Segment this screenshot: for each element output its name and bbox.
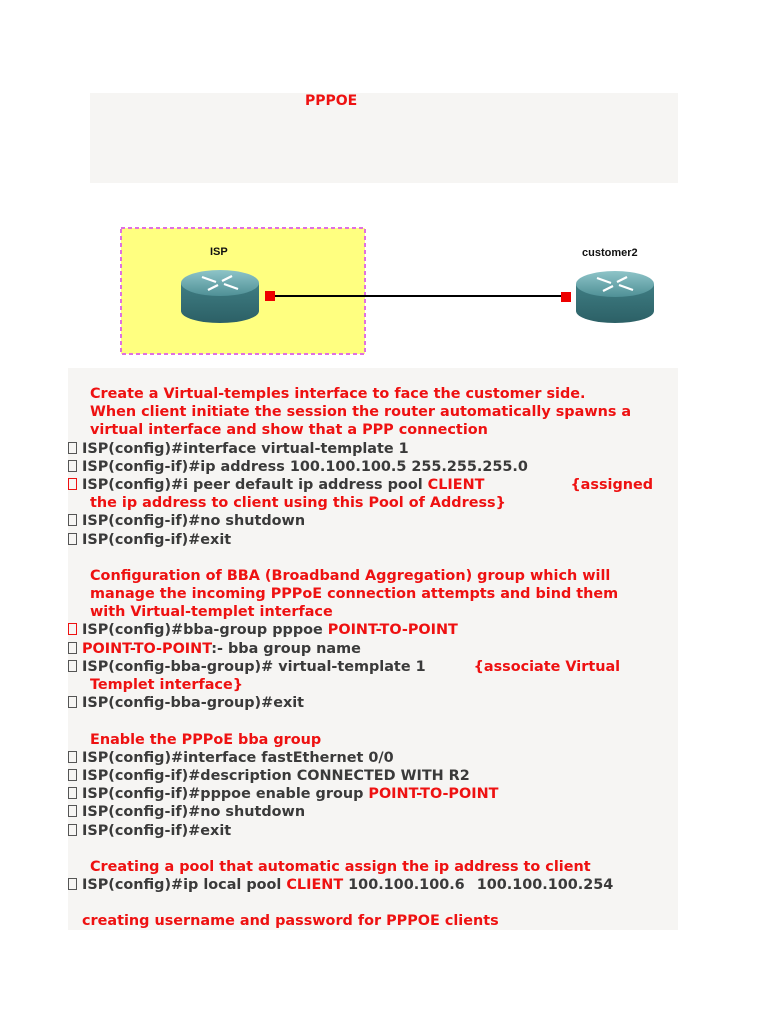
bullet-icon: [68, 751, 77, 763]
command-line: ISP(config-if)#ip address 100.100.100.5 255.255.255.0: [68, 458, 678, 476]
command-line: ISP(config)#interface fastEthernet 0/0: [68, 749, 678, 767]
command-line: POINT-TO-POINT:- bba group name: [68, 640, 678, 658]
comment-line: the ip address to client using this Pool of Address}: [90, 495, 506, 512]
command-line: ISP(config-bba-group)#exit: [68, 694, 678, 712]
bullet-icon: [68, 533, 77, 545]
command-line: ISP(config)#interface virtual-template 1: [68, 440, 678, 458]
command-line: ISP(config)#i peer default ip address pool CLIENT {assigned: [68, 476, 678, 494]
customer-router-icon: [576, 271, 654, 323]
title-banner: [90, 93, 678, 183]
command-line: ISP(config-bba-group)# virtual-template 1 {associate Virtual: [68, 658, 678, 676]
page-title: PPPOE: [305, 93, 358, 109]
command-line: ISP(config-if)#no shutdown: [68, 803, 678, 821]
isp-label: ISP: [210, 246, 228, 258]
bullet-icon: [68, 878, 77, 890]
command-line: ISP(config)#bba-group pppoe POINT-TO-POINT: [68, 621, 678, 639]
section4-heading: Creating a pool that automatic assign the ip address to client: [90, 858, 591, 875]
bullet-icon: [68, 478, 77, 490]
command-line: ISP(config-if)#description CONNECTED WITH R2: [68, 767, 678, 785]
bullet-icon: [68, 514, 77, 526]
customer-label: customer2: [582, 247, 638, 259]
bullet-icon: [68, 824, 77, 836]
bullet-icon: [68, 660, 77, 672]
bullet-icon: [68, 787, 77, 799]
bullet-icon: [68, 696, 77, 708]
comment-line: Templet interface}: [90, 677, 243, 693]
section2-heading-line: manage the incoming PPPoE connection attempts and bind them: [90, 586, 619, 603]
bullet-icon: [68, 442, 77, 454]
command-line: ISP(config-if)#no shutdown: [68, 512, 678, 530]
section1-heading-line: Create a Virtual-temples interface to face the customer side.: [90, 386, 586, 402]
bullet-icon: [68, 642, 77, 654]
isp-router-icon: [181, 270, 259, 323]
isp-port-marker: [265, 291, 275, 301]
network-topology-diagram: [118, 225, 663, 360]
bullet-icon: [68, 805, 77, 817]
command-line: ISP(config-if)#exit: [68, 822, 678, 840]
bullet-icon: [68, 623, 77, 635]
config-document: [68, 385, 678, 931]
section5-heading: creating username and password for PPPOE clients: [82, 913, 499, 930]
section3-heading: Enable the PPPoE bba group: [90, 731, 322, 748]
section2-heading-line: Configuration of BBA (Broadband Aggregation) group which will: [90, 567, 611, 584]
customer-port-marker: [561, 292, 571, 302]
section1-heading-line: When client initiate the session the router automatically spawns a: [90, 404, 632, 421]
section1-heading-line: virtual interface and show that a PPP connection: [90, 422, 488, 439]
section2-heading-line: with Virtual-templet interface: [90, 604, 333, 621]
bullet-icon: [68, 769, 77, 781]
command-line: ISP(config-if)#exit: [68, 531, 678, 549]
command-line: ISP(config)#ip local pool CLIENT 100.100.100.6 100.100.100.254: [68, 876, 678, 894]
bullet-icon: [68, 460, 77, 472]
command-line: ISP(config-if)#pppoe enable group POINT-TO-POINT: [68, 785, 678, 803]
